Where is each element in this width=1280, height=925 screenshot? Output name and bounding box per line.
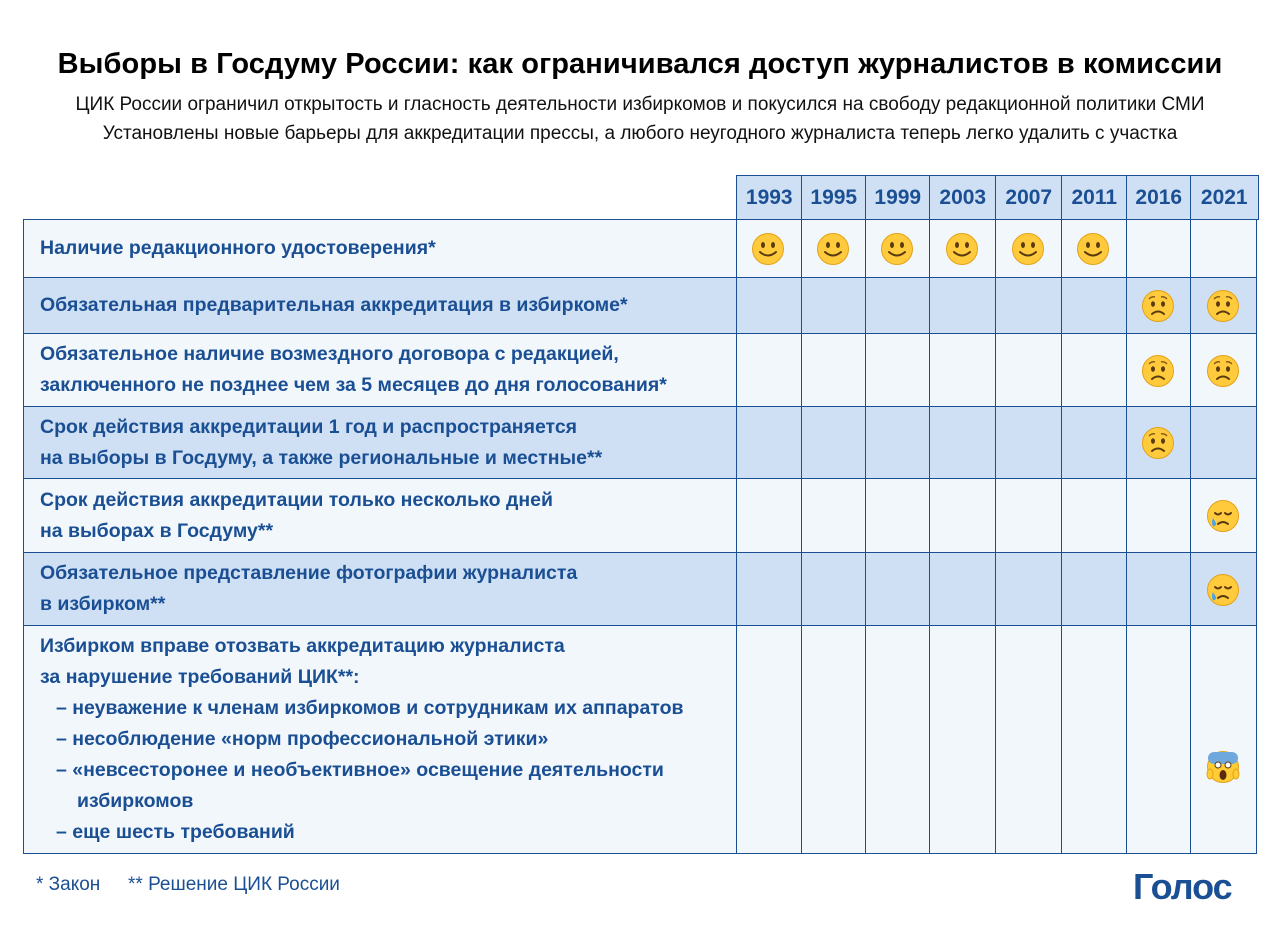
column-divider [995,278,996,334]
table-row [23,625,1257,854]
row-label [40,220,436,278]
column-divider [1126,278,1127,334]
year-header-1999: 1999 [865,175,931,220]
column-divider [1126,220,1127,278]
row-label [40,479,553,553]
row-label-line: за нарушение требований ЦИК**: [40,665,360,688]
row-label-line: Избирком вправе отозвать аккредитацию журналиста [40,634,565,657]
subtitle-line-2: Установлены новые барьеры для аккредитации прессы, а любого неугодного журналиста теперь легко удалить с участка [102,123,1178,144]
column-divider [865,334,866,407]
column-divider [995,334,996,407]
row-label-line: на выборы в Госдуму, а также региональные и местные** [40,446,603,469]
column-divider [1190,553,1191,626]
sad-tear-face-icon [1206,573,1240,607]
row-label-line: – неуважение к членам избиркомов и сотрудникам их аппаратов [56,696,684,719]
column-divider [736,278,737,334]
column-divider [1061,334,1062,407]
column-divider [1061,553,1062,626]
column-divider [1061,479,1062,553]
row-label-line: в избирком** [40,593,166,616]
column-divider [1126,334,1127,407]
table-row [23,219,1257,279]
row-label-line: Срок действия аккредитации 1 год и распространяется [40,415,578,438]
row-label-line: заключенного не позднее чем за 5 месяцев до дня голосования* [40,374,667,397]
column-divider [995,553,996,626]
column-divider [865,479,866,553]
comparison-table [23,175,1257,852]
column-divider [995,626,996,853]
column-divider [1061,220,1062,278]
smile-face-icon [751,232,785,266]
row-label-line: избиркомов [77,789,194,812]
column-divider [1061,278,1062,334]
sad-tear-face-icon [1206,499,1240,533]
column-divider [865,407,866,479]
row-label-line: – «невсесторонее и необъективное» освещение деятельности [56,758,664,781]
table-row [23,333,1257,408]
golos-logo-text: Голос [1133,866,1232,907]
column-divider [929,626,930,853]
column-divider [995,220,996,278]
year-header-2016: 2016 [1126,175,1192,220]
column-divider [736,334,737,407]
smile-face-icon [1076,232,1110,266]
year-header-2003: 2003 [929,175,997,220]
footnote-cec: ** Решение ЦИК России [128,874,340,895]
worried-face-icon [1206,354,1240,388]
column-divider [801,334,802,407]
table-row [23,406,1257,480]
row-label [40,626,684,853]
column-divider [736,626,737,853]
column-divider [1126,626,1127,853]
column-divider [929,407,930,479]
column-divider [801,479,802,553]
year-header-2007: 2007 [995,175,1063,220]
table-row [23,277,1257,335]
column-divider [1126,479,1127,553]
column-divider [1061,407,1062,479]
column-divider [929,334,930,407]
row-label-line: Обязательное представление фотографии журналиста [40,562,578,585]
smile-face-icon [816,232,850,266]
column-divider [995,407,996,479]
column-divider [929,220,930,278]
column-divider [1190,626,1191,853]
worried-face-icon [1141,289,1175,323]
row-label [40,278,628,334]
page-title: Выборы в Госдуму России: как ограничивался доступ журналистов в комиссии [57,48,1223,80]
column-divider [929,278,930,334]
row-label [40,407,602,479]
year-header-2021: 2021 [1190,175,1259,220]
row-label-line: Обязательная предварительная аккредитация в избиркоме* [40,294,628,317]
row-label-line: Наличие редакционного удостоверения* [40,237,436,260]
column-divider [995,479,996,553]
row-label [40,334,667,407]
smile-face-icon [945,232,979,266]
column-divider [801,278,802,334]
subtitle-line-1: ЦИК России ограничил открытость и гласность деятельности избиркомов и покусился на свободу редакционной политики СМИ [75,94,1205,115]
footnote-law: * Закон [36,874,101,895]
column-divider [1061,626,1062,853]
golos-logo [1133,866,1241,910]
row-label-line: Обязательное наличие возмездного договора с редакцией, [40,343,619,366]
column-divider [736,553,737,626]
column-divider [929,553,930,626]
row-label-line: – еще шесть требований [56,820,295,843]
column-divider [929,479,930,553]
year-header-1995: 1995 [801,175,867,220]
column-divider [1126,407,1127,479]
table-row [23,478,1257,554]
column-divider [865,626,866,853]
column-divider [1190,220,1191,278]
column-divider [801,553,802,626]
worried-face-icon [1141,354,1175,388]
smile-face-icon [880,232,914,266]
row-label-line: – несоблюдение «норм профессиональной этики» [56,727,549,750]
column-divider [1126,553,1127,626]
column-divider [801,626,802,853]
column-divider [736,407,737,479]
row-label-line: Срок действия аккредитации только несколько дней [40,488,553,511]
column-divider [801,220,802,278]
column-divider [1190,334,1191,407]
column-divider [1190,479,1191,553]
worried-face-icon [1141,426,1175,460]
year-header-1993: 1993 [736,175,803,220]
column-divider [801,407,802,479]
column-divider [1190,278,1191,334]
column-divider [1190,407,1191,479]
year-header-2011: 2011 [1061,175,1128,220]
column-divider [736,220,737,278]
smile-face-icon [1011,232,1045,266]
column-divider [865,553,866,626]
scream-face-icon [1206,750,1240,784]
column-divider [736,479,737,553]
worried-face-icon [1206,289,1240,323]
column-divider [865,278,866,334]
row-label-line: на выборах в Госдуму** [40,519,274,542]
table-row [23,552,1257,627]
row-label [40,553,577,626]
column-divider [865,220,866,278]
